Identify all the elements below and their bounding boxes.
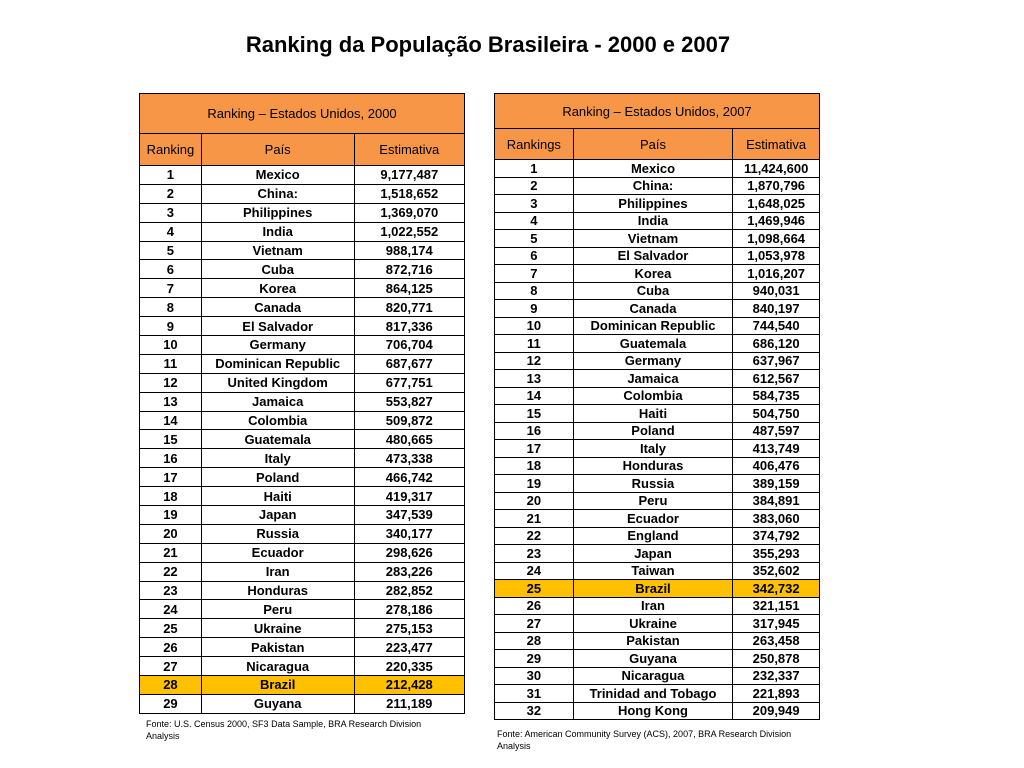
rank-cell: 6 (140, 260, 202, 279)
table-row (140, 694, 465, 713)
country-cell: Brazil (573, 580, 733, 598)
rank-cell: 10 (495, 317, 574, 335)
country-cell: China: (201, 184, 354, 203)
estimate-cell: 480,665 (354, 430, 464, 449)
rank-cell: 23 (140, 581, 202, 600)
estimate-cell: 840,197 (733, 300, 820, 318)
estimate-cell: 1,022,552 (354, 222, 464, 241)
table-row (495, 580, 820, 598)
table-row (495, 562, 820, 580)
estimate-cell: 872,716 (354, 260, 464, 279)
estimate-cell: 340,177 (354, 524, 464, 543)
rank-cell: 8 (140, 298, 202, 317)
table-row (495, 650, 820, 668)
estimate-cell: 1,369,070 (354, 203, 464, 222)
rank-cell: 22 (495, 527, 574, 545)
estimate-cell: 1,098,664 (733, 230, 820, 248)
country-cell: Colombia (573, 387, 733, 405)
rank-cell: 12 (495, 352, 574, 370)
source-note-2000: Fonte: U.S. Census 2000, SF3 Data Sample, BRA Research Division Analysis (146, 719, 422, 741)
table-row (495, 352, 820, 370)
country-cell: Philippines (201, 203, 354, 222)
rank-cell: 1 (495, 160, 574, 178)
table-row (140, 430, 465, 449)
estimate-cell: 374,792 (733, 527, 820, 545)
table-row (140, 241, 465, 260)
estimate-cell: 389,159 (733, 475, 820, 493)
table-row (140, 336, 465, 355)
table-row (140, 411, 465, 430)
country-cell: Brazil (201, 676, 354, 695)
table-row (495, 615, 820, 633)
table-row (140, 581, 465, 600)
table-row (495, 335, 820, 353)
country-cell: Italy (201, 449, 354, 468)
rank-cell: 2 (140, 184, 202, 203)
country-cell: India (201, 222, 354, 241)
rank-cell: 11 (495, 335, 574, 353)
table-row (495, 422, 820, 440)
table-row (140, 506, 465, 525)
estimate-cell: 940,031 (733, 282, 820, 300)
column-header-ranking: Ranking (140, 134, 202, 166)
rank-cell: 5 (495, 230, 574, 248)
estimate-cell: 209,949 (733, 702, 820, 720)
country-cell: Taiwan (573, 562, 733, 580)
rank-cell: 14 (495, 387, 574, 405)
estimate-cell: 487,597 (733, 422, 820, 440)
estimate-cell: 584,735 (733, 387, 820, 405)
rank-cell: 29 (495, 650, 574, 668)
country-cell: Canada (573, 300, 733, 318)
estimate-cell: 9,177,487 (354, 166, 464, 185)
rank-cell: 8 (495, 282, 574, 300)
rank-cell: 27 (495, 615, 574, 633)
table-body (140, 166, 465, 714)
country-cell: Ecuador (573, 510, 733, 528)
table-row (495, 457, 820, 475)
country-cell: Haiti (201, 487, 354, 506)
country-cell: Vietnam (573, 230, 733, 248)
country-cell: Dominican Republic (201, 354, 354, 373)
rank-cell: 4 (140, 222, 202, 241)
estimate-cell: 211,189 (354, 694, 464, 713)
estimate-cell: 298,626 (354, 543, 464, 562)
estimate-cell: 223,477 (354, 638, 464, 657)
country-cell: Germany (573, 352, 733, 370)
rank-cell: 31 (495, 685, 574, 703)
rank-cell: 6 (495, 247, 574, 265)
table-row (140, 203, 465, 222)
country-cell: Iran (573, 597, 733, 615)
rank-cell: 25 (495, 580, 574, 598)
rank-cell: 24 (495, 562, 574, 580)
table-row (140, 279, 465, 298)
table-row (495, 282, 820, 300)
estimate-cell: 817,336 (354, 317, 464, 336)
rank-cell: 14 (140, 411, 202, 430)
column-header-estimate: Estimativa (733, 129, 820, 160)
table-row (495, 300, 820, 318)
country-cell: Germany (201, 336, 354, 355)
country-cell: Iran (201, 562, 354, 581)
country-cell: Honduras (201, 581, 354, 600)
estimate-cell: 706,704 (354, 336, 464, 355)
table-row (140, 184, 465, 203)
estimate-cell: 232,337 (733, 667, 820, 685)
table-row (140, 392, 465, 411)
rank-cell: 16 (140, 449, 202, 468)
rank-cell: 18 (495, 457, 574, 475)
rank-cell: 11 (140, 354, 202, 373)
table-row (495, 492, 820, 510)
estimate-cell: 553,827 (354, 392, 464, 411)
country-cell: El Salvador (573, 247, 733, 265)
estimate-cell: 1,870,796 (733, 177, 820, 195)
rank-cell: 16 (495, 422, 574, 440)
table-row (495, 597, 820, 615)
estimate-cell: 864,125 (354, 279, 464, 298)
rank-cell: 3 (140, 203, 202, 222)
table-row (495, 230, 820, 248)
rank-cell: 18 (140, 487, 202, 506)
table-row (140, 524, 465, 543)
table-row (140, 657, 465, 676)
estimate-cell: 988,174 (354, 241, 464, 260)
country-cell: Haiti (573, 405, 733, 423)
country-cell: Peru (201, 600, 354, 619)
estimate-cell: 347,539 (354, 506, 464, 525)
estimate-cell: 406,476 (733, 457, 820, 475)
country-cell: Guyana (573, 650, 733, 668)
table-row (495, 195, 820, 213)
rank-cell: 13 (140, 392, 202, 411)
table-row (140, 468, 465, 487)
country-cell: Jamaica (201, 392, 354, 411)
estimate-cell: 504,750 (733, 405, 820, 423)
rank-cell: 15 (140, 430, 202, 449)
country-cell: Poland (573, 422, 733, 440)
rank-cell: 13 (495, 370, 574, 388)
estimate-cell: 1,518,652 (354, 184, 464, 203)
rank-cell: 17 (495, 440, 574, 458)
table-row (140, 260, 465, 279)
country-cell: Dominican Republic (573, 317, 733, 335)
country-cell: Canada (201, 298, 354, 317)
table-row (495, 177, 820, 195)
table-row (495, 510, 820, 528)
rank-cell: 28 (140, 676, 202, 695)
estimate-cell: 1,053,978 (733, 247, 820, 265)
estimate-cell: 11,424,600 (733, 160, 820, 178)
country-cell: Guatemala (573, 335, 733, 353)
table-row (140, 354, 465, 373)
table-row (495, 545, 820, 563)
table-row (495, 370, 820, 388)
country-cell: Japan (201, 506, 354, 525)
estimate-cell: 473,338 (354, 449, 464, 468)
estimate-cell: 220,335 (354, 657, 464, 676)
estimate-cell: 212,428 (354, 676, 464, 695)
rank-cell: 26 (495, 597, 574, 615)
estimate-cell: 612,567 (733, 370, 820, 388)
column-header-ranking: Rankings (495, 129, 574, 160)
country-cell: Mexico (573, 160, 733, 178)
table-row (495, 265, 820, 283)
country-cell: Philippines (573, 195, 733, 213)
rank-cell: 12 (140, 373, 202, 392)
rank-cell: 1 (140, 166, 202, 185)
estimate-cell: 383,060 (733, 510, 820, 528)
country-cell: Hong Kong (573, 702, 733, 720)
table-row (495, 527, 820, 545)
table-row (495, 667, 820, 685)
country-cell: Japan (573, 545, 733, 563)
country-cell: Russia (201, 524, 354, 543)
column-header-country: País (201, 134, 354, 166)
country-cell: Ukraine (201, 619, 354, 638)
rank-cell: 7 (140, 279, 202, 298)
ranking-table-2007 (494, 93, 820, 720)
country-cell: Cuba (573, 282, 733, 300)
table-row (495, 160, 820, 178)
rank-cell: 28 (495, 632, 574, 650)
rank-cell: 15 (495, 405, 574, 423)
rank-cell: 17 (140, 468, 202, 487)
table-row (495, 247, 820, 265)
estimate-cell: 1,469,946 (733, 212, 820, 230)
rank-cell: 9 (495, 300, 574, 318)
table-row (140, 676, 465, 695)
rank-cell: 22 (140, 562, 202, 581)
table-row (495, 387, 820, 405)
country-cell: Jamaica (573, 370, 733, 388)
estimate-cell: 509,872 (354, 411, 464, 430)
country-cell: Russia (573, 475, 733, 493)
country-cell: Cuba (201, 260, 354, 279)
table-row (140, 487, 465, 506)
estimate-cell: 250,878 (733, 650, 820, 668)
country-cell: United Kingdom (201, 373, 354, 392)
country-cell: Vietnam (201, 241, 354, 260)
rank-cell: 27 (140, 657, 202, 676)
country-cell: Mexico (201, 166, 354, 185)
country-cell: Nicaragua (573, 667, 733, 685)
estimate-cell: 820,771 (354, 298, 464, 317)
country-cell: Peru (573, 492, 733, 510)
table-row (495, 632, 820, 650)
source-note-2007: Fonte: American Community Survey (ACS), 2007, BRA Research Division Analysis (497, 729, 792, 751)
table-row (495, 685, 820, 703)
country-cell: Ukraine (573, 615, 733, 633)
rank-cell: 3 (495, 195, 574, 213)
country-cell: China: (573, 177, 733, 195)
estimate-cell: 275,153 (354, 619, 464, 638)
estimate-cell: 321,151 (733, 597, 820, 615)
rank-cell: 9 (140, 317, 202, 336)
table-caption: Ranking – Estados Unidos, 2000 (140, 94, 465, 134)
estimate-cell: 687,677 (354, 354, 464, 373)
ranking-table-2000 (139, 93, 465, 714)
table-row (140, 562, 465, 581)
country-cell: Nicaragua (201, 657, 354, 676)
column-header-country: País (573, 129, 733, 160)
country-cell: England (573, 527, 733, 545)
rank-cell: 20 (495, 492, 574, 510)
country-cell: Pakistan (201, 638, 354, 657)
rank-cell: 10 (140, 336, 202, 355)
country-cell: Korea (573, 265, 733, 283)
table-row (140, 449, 465, 468)
country-cell: Colombia (201, 411, 354, 430)
rank-cell: 21 (495, 510, 574, 528)
table-row (140, 222, 465, 241)
table-row (140, 619, 465, 638)
estimate-cell: 283,226 (354, 562, 464, 581)
table-caption: Ranking – Estados Unidos, 2007 (495, 94, 820, 129)
estimate-cell: 677,751 (354, 373, 464, 392)
estimate-cell: 686,120 (733, 335, 820, 353)
rank-cell: 23 (495, 545, 574, 563)
table-row (140, 600, 465, 619)
rank-cell: 19 (140, 506, 202, 525)
table-row (140, 638, 465, 657)
table-row (140, 317, 465, 336)
column-header-estimate: Estimativa (354, 134, 464, 166)
table-row (495, 212, 820, 230)
estimate-cell: 413,749 (733, 440, 820, 458)
rank-cell: 7 (495, 265, 574, 283)
rank-cell: 30 (495, 667, 574, 685)
table-row (140, 543, 465, 562)
country-cell: Guyana (201, 694, 354, 713)
rank-cell: 21 (140, 543, 202, 562)
table-row (140, 298, 465, 317)
estimate-cell: 342,732 (733, 580, 820, 598)
estimate-cell: 278,186 (354, 600, 464, 619)
rank-cell: 5 (140, 241, 202, 260)
estimate-cell: 263,458 (733, 632, 820, 650)
rank-cell: 24 (140, 600, 202, 619)
country-cell: India (573, 212, 733, 230)
table-row (495, 440, 820, 458)
rank-cell: 25 (140, 619, 202, 638)
estimate-cell: 1,648,025 (733, 195, 820, 213)
table-row (495, 317, 820, 335)
table-row (495, 475, 820, 493)
country-cell: Korea (201, 279, 354, 298)
country-cell: Ecuador (201, 543, 354, 562)
rank-cell: 19 (495, 475, 574, 493)
page-title: Ranking da População Brasileira - 2000 e 2007 (245, 32, 731, 57)
estimate-cell: 1,016,207 (733, 265, 820, 283)
estimate-cell: 282,852 (354, 581, 464, 600)
country-cell: Pakistan (573, 632, 733, 650)
rank-cell: 20 (140, 524, 202, 543)
estimate-cell: 317,945 (733, 615, 820, 633)
country-cell: Poland (201, 468, 354, 487)
estimate-cell: 384,891 (733, 492, 820, 510)
table-row (495, 702, 820, 720)
rank-cell: 32 (495, 702, 574, 720)
rank-cell: 26 (140, 638, 202, 657)
table-row (140, 373, 465, 392)
estimate-cell: 419,317 (354, 487, 464, 506)
estimate-cell: 221,893 (733, 685, 820, 703)
rank-cell: 29 (140, 694, 202, 713)
country-cell: Italy (573, 440, 733, 458)
country-cell: Trinidad and Tobago (573, 685, 733, 703)
country-cell: Honduras (573, 457, 733, 475)
estimate-cell: 352,602 (733, 562, 820, 580)
rank-cell: 2 (495, 177, 574, 195)
estimate-cell: 637,967 (733, 352, 820, 370)
table-row (495, 405, 820, 423)
estimate-cell: 355,293 (733, 545, 820, 563)
estimate-cell: 744,540 (733, 317, 820, 335)
estimate-cell: 466,742 (354, 468, 464, 487)
table-row (140, 166, 465, 185)
country-cell: Guatemala (201, 430, 354, 449)
country-cell: El Salvador (201, 317, 354, 336)
rank-cell: 4 (495, 212, 574, 230)
table-body (495, 160, 820, 720)
